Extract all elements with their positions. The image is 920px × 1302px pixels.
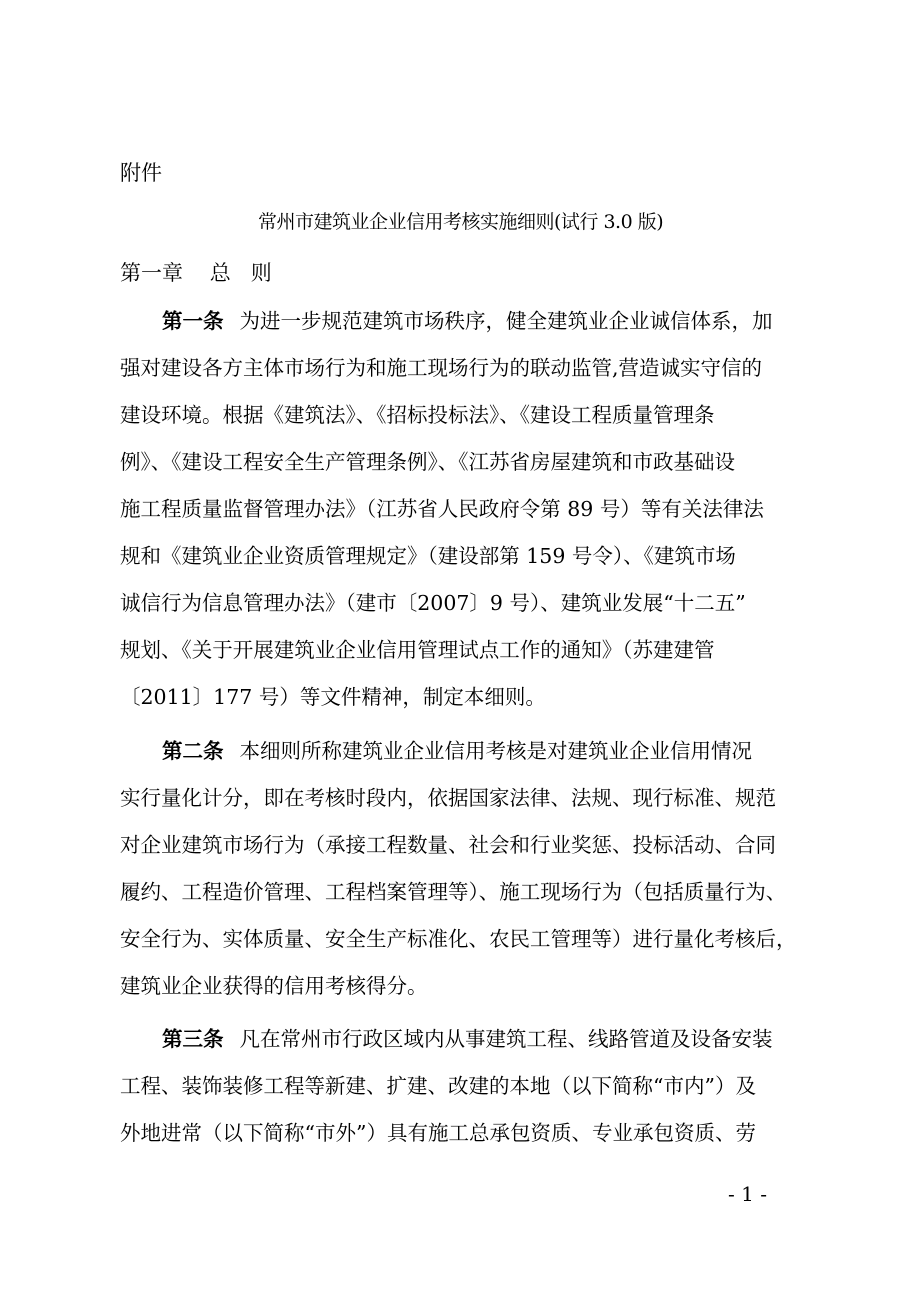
- article-line: 履约、工程造价管理、工程档案管理等）、施工现场行为（包括质量行为、: [120, 880, 787, 904]
- article-line: 建设环境。根据《建筑法》、《招标投标法》、《建设工程质量管理条: [120, 403, 715, 427]
- article-line: [120, 298, 810, 345]
- article-line: 外地进常（以下简称“市外”）具有施工总承包资质、专业承包资质、劳: [120, 1121, 756, 1145]
- article-text: 为进一步规范建筑市场秩序，健全建筑业企业诚信体系，加: [239, 309, 773, 333]
- article-line: 安全行为、实体质量、安全生产标准化、农民工管理等）进行量化考核后，: [120, 927, 797, 951]
- article-line: 〔2011〕177 号）等文件精神，制定本细则。: [120, 685, 546, 709]
- article-label: 第二条: [162, 739, 224, 763]
- article-text: 凡在常州市行政区域内从事建筑工程、线路管道及设备安装: [239, 1027, 773, 1051]
- article-3: [120, 1016, 810, 1157]
- document-title: 常州市建筑业企业信用考核实施细则(试行 3.0 版): [258, 211, 664, 233]
- chapter-heading: 第一章 总 则: [120, 261, 272, 285]
- article-2: [120, 728, 810, 1010]
- article-line: 诚信行为信息管理办法》（建市〔2007〕9 号）、建筑业发展“十二五”: [120, 591, 746, 615]
- article-line: 对企业建筑市场行为（承接工程数量、社会和行业奖惩、投标活动、合同: [120, 833, 776, 857]
- page-number: - 1 -: [728, 1182, 767, 1206]
- article-line: [120, 728, 810, 775]
- article-line: 强对建设各方主体市场行为和施工现场行为的联动监管,营造诚实守信的: [120, 356, 763, 380]
- article-label: 第一条: [162, 309, 224, 333]
- attachment-label: 附件: [120, 161, 162, 185]
- article-line: 建筑业企业获得的信用考核得分。: [120, 974, 428, 998]
- article-line: 施工程质量监督管理办法》（江苏省人民政府令第 89 号）等有关法律法: [120, 497, 764, 521]
- article-line: 工程、装饰装修工程等新建、扩建、改建的本地（以下简称“市内”）及: [120, 1074, 756, 1098]
- article-line: 规和《建筑业企业资质管理规定》（建设部第 159 号令）、《建筑市场: [120, 544, 736, 568]
- article-line: 例》、《建设工程安全生产管理条例》、《江苏省房屋建筑和市政基础设: [120, 450, 735, 474]
- article-label: 第三条: [162, 1027, 224, 1051]
- article-text: 本细则所称建筑业企业信用考核是对建筑业企业信用情况: [239, 739, 752, 763]
- article-1: [120, 298, 810, 721]
- article-line: 规划、《关于开展建筑业企业信用管理试点工作的通知》（苏建建管: [120, 638, 715, 662]
- article-line: 实行量化计分，即在考核时段内，依据国家法律、法规、现行标准、规范: [120, 786, 776, 810]
- article-line: [120, 1016, 810, 1063]
